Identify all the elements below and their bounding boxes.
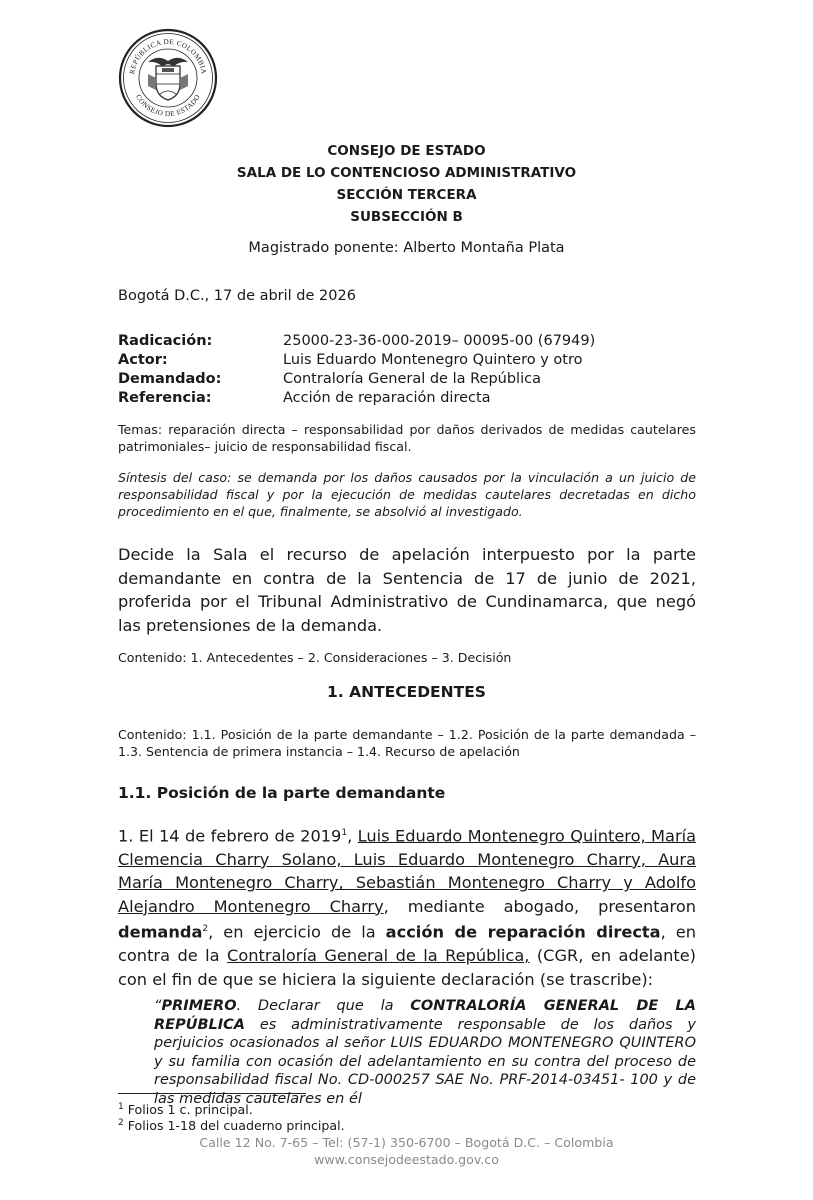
contenido-antecedentes: Contenido: 1.1. Posición de la parte demandante – 1.2. Posición de la parte demandada – 1.3. Sentencia de primera instancia – 1.4. Recurso de apelación <box>118 727 696 759</box>
demanda-paragraph <box>118 822 696 991</box>
p2-text: , <box>347 826 358 846</box>
p2-text: , en ejercicio de la <box>208 922 386 942</box>
meta-value: Luis Eduardo Montenegro Quintero y otro <box>283 352 583 368</box>
plaintiff-names: Luis Eduardo Montenegro Quintero, María Clemencia Charry Solano, Luis Eduardo Montenegro Charry, Aura María Montenegro Charry, Sebastián Montenegro Charry y Adolfo Alejandro Montenegro Charry <box>118 826 697 916</box>
footer-website[interactable]: www.consejodeestado.gov.co <box>314 1152 499 1167</box>
footnote-text: Folios 1 c. principal. <box>123 1102 253 1118</box>
accion-term: acción de reparación directa <box>385 922 661 942</box>
header-line-4: SUBSECCIÓN B <box>350 209 463 225</box>
quote-cgr: CONTRALORÍA GENERAL DE LA REPÚBLICA <box>154 998 697 1033</box>
court-header <box>0 140 813 228</box>
contenido-general: Contenido: 1. Antecedentes – 2. Consideraciones – 3. Decisión <box>118 650 512 665</box>
meta-value: 25000-23-36-000-2019– 00095-00 (67949) <box>283 333 596 349</box>
seal-ring-top-text: REPÚBLICA DE COLOMBIA <box>128 37 208 75</box>
footnote-2 <box>118 1118 345 1133</box>
meta-row-demandado <box>118 370 595 389</box>
p2-text: (CGR, en adelante) con el fin de que se hiciera la siguiente declaración (se trascribe): <box>118 946 697 989</box>
meta-value: Contraloría General de la República <box>283 371 541 387</box>
footnote-number: 2 <box>118 1118 124 1128</box>
meta-value: Acción de reparación directa <box>283 390 491 406</box>
footnote-text: Folios 1-18 del cuaderno principal. <box>123 1118 345 1134</box>
defendant-name: Contraloría General de la República, <box>227 946 530 966</box>
demanda-term: demanda <box>118 922 203 942</box>
consejo-de-estado-seal-icon <box>118 28 218 128</box>
pretension-quote <box>154 997 696 1108</box>
meta-row-referencia <box>118 389 595 408</box>
p2-text: , mediante abogado, presentaron <box>383 896 696 916</box>
quote-text: es administrativamente responsable de los daños y perjuicios ocasionados al señor LUIS EDUARDO MONTENEGRO QUINTERO y su familia con ocasión del adelantamiento en su contra del proceso de responsabilidad fiscal No. CD-000257 SAE No. PRF-2014-03451- 100 y de las medidas cautelares en él <box>154 1016 696 1107</box>
case-metadata <box>118 332 595 408</box>
section-title-antecedentes: 1. ANTECEDENTES <box>327 683 486 701</box>
footnote-ref: 1 <box>341 828 348 838</box>
header-line-3: SECCIÓN TERCERA <box>336 187 477 203</box>
meta-row-actor <box>118 351 595 370</box>
meta-key: Actor: <box>118 352 168 368</box>
quote-text: . Declarar que la <box>236 998 411 1014</box>
quote-open: “ <box>154 998 162 1014</box>
meta-key: Radicación: <box>118 333 213 349</box>
footnote-ref: 2 <box>202 924 209 935</box>
decide-paragraph: Decide la Sala el recurso de apelación interpuesto por la parte demandante en contra de la Sentencia de 17 de junio de 2021, proferida por el Tribunal Administrativo de Cundinamarca, que negó las pretensiones de la demanda. <box>118 545 696 635</box>
footer-address: Calle 12 No. 7-65 – Tel: (57-1) 350-6700 – Bogotá D.C. – Colombia <box>199 1135 614 1150</box>
temas-paragraph: Temas: reparación directa – responsabilidad por daños derivados de medidas cautelares patrimoniales– juicio de responsabilidad fiscal. <box>118 422 696 454</box>
meta-key: Referencia: <box>118 390 212 406</box>
quote-primero: PRIMERO <box>161 998 237 1014</box>
header-line-2: SALA DE LO CONTENCIOSO ADMINISTRATIVO <box>236 165 577 181</box>
subheading-posicion-demandante: 1.1. Posición de la parte demandante <box>118 784 446 802</box>
p2-text: 1. El 14 de febrero de 2019 <box>118 826 342 846</box>
magistrado-ponente: Magistrado ponente: Alberto Montaña Plata <box>248 240 565 256</box>
footnote-1 <box>118 1102 253 1117</box>
sintesis-paragraph: Síntesis del caso: se demanda por los daños causados por la vinculación a un juicio de responsabilidad fiscal y por la ejecución de medidas cautelares decretadas en dicho procedimiento en el que, finalmente, se absolvió al investigado. <box>118 470 696 519</box>
meta-row-radicacion <box>118 332 595 351</box>
footnote-divider <box>118 1093 306 1094</box>
seal-ring-bottom-text: CONSEJO DE ESTADO <box>134 93 202 119</box>
p2-text: , en contra de la <box>118 922 696 966</box>
header-line-1: CONSEJO DE ESTADO <box>327 143 486 159</box>
footnote-number: 1 <box>118 1102 124 1112</box>
document-date: Bogotá D.C., 17 de abril de 2026 <box>118 288 356 304</box>
meta-key: Demandado: <box>118 371 222 387</box>
